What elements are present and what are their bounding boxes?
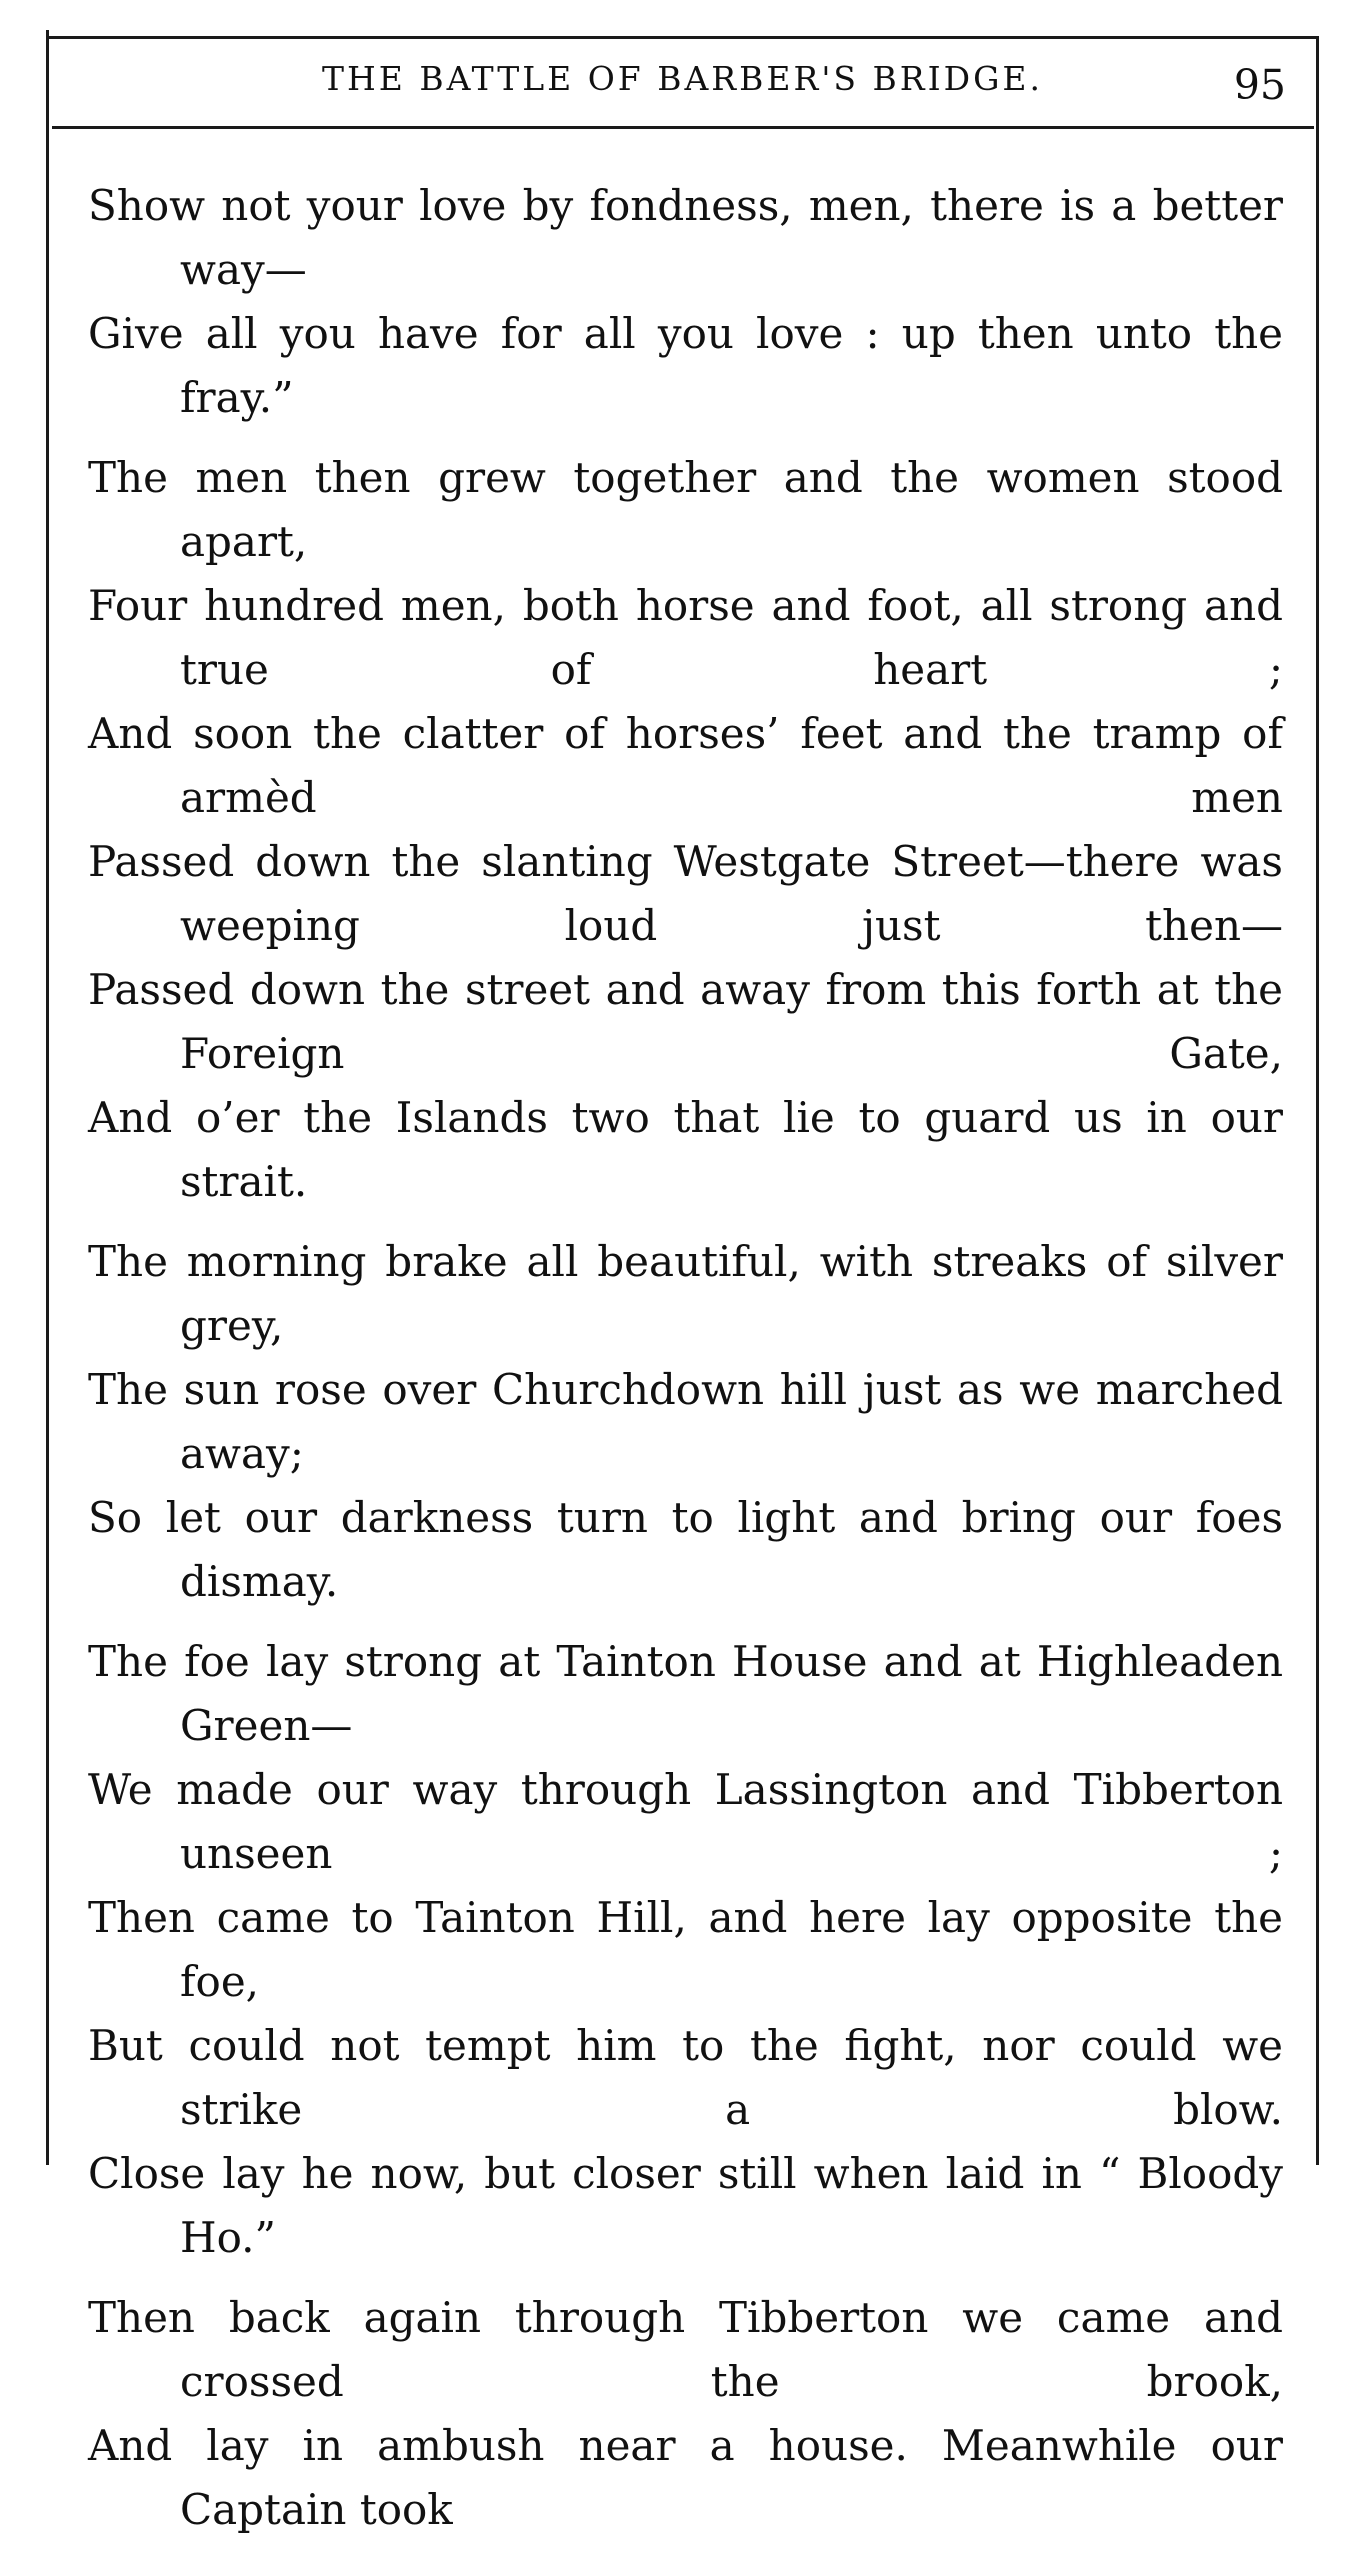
stanza [88, 2286, 1283, 2542]
verse-line: The foe lay strong at Tainton House and at Highleaden Green— [88, 1637, 1283, 1750]
verse-line: So let our darkness turn to light and bring our foes dismay. [88, 1493, 1283, 1606]
page-frame-right-rule [1316, 38, 1319, 2165]
stanza [88, 174, 1283, 430]
verse-line: And o’er the Islands two that lie to guard us in our strait. [88, 1093, 1283, 1206]
verse-line: The men then grew together and the women stood apart, [88, 453, 1283, 566]
verse-line: The morning brake all beautiful, with streaks of silver grey, [88, 1237, 1283, 1350]
verse-line: Four hundred men, both horse and foot, all strong and true of heart ; [88, 581, 1283, 694]
verse-line: And lay in ambush near a house. Meanwhile our Captain took [88, 2421, 1283, 2534]
verse-line: Give all you have for all you love : up then unto the fray.” [88, 309, 1283, 422]
verse-line: Show not your love by fondness, men, there is a better way— [88, 181, 1283, 294]
page-number: 95 [1233, 61, 1286, 109]
verse-line: Then back again through Tibberton we came and crossed the brook, [88, 2293, 1283, 2406]
stanza [88, 446, 1283, 1214]
verse-line: We made our way through Lassington and Tibberton unseen ; [88, 1765, 1283, 1878]
poem-body [88, 174, 1283, 2558]
verse-line: But could not tempt him to the fight, nor could we strike a blow. [88, 2021, 1283, 2134]
verse-line: The sun rose over Churchdown hill just as we marched away; [88, 1365, 1283, 1478]
verse-line: Passed down the slanting Westgate Street—there was weeping loud just then— [88, 837, 1283, 950]
header-rule [52, 126, 1314, 129]
verse-line: Close lay he now, but closer still when laid in “ Bloody Ho.” [88, 2149, 1283, 2262]
verse-line: Then came to Tainton Hill, and here lay opposite the foe, [88, 1893, 1283, 2006]
running-title: THE BATTLE OF BARBER'S BRIDGE. [321, 59, 1044, 98]
verse-line: And soon the clatter of horses’ feet and the tramp of armèd men [88, 709, 1283, 822]
stanza [88, 1630, 1283, 2270]
page-frame-left-rule [46, 30, 49, 2165]
page-header [49, 39, 1316, 127]
stanza [88, 1230, 1283, 1614]
verse-line: Passed down the street and away from this forth at the Foreign Gate, [88, 965, 1283, 1078]
